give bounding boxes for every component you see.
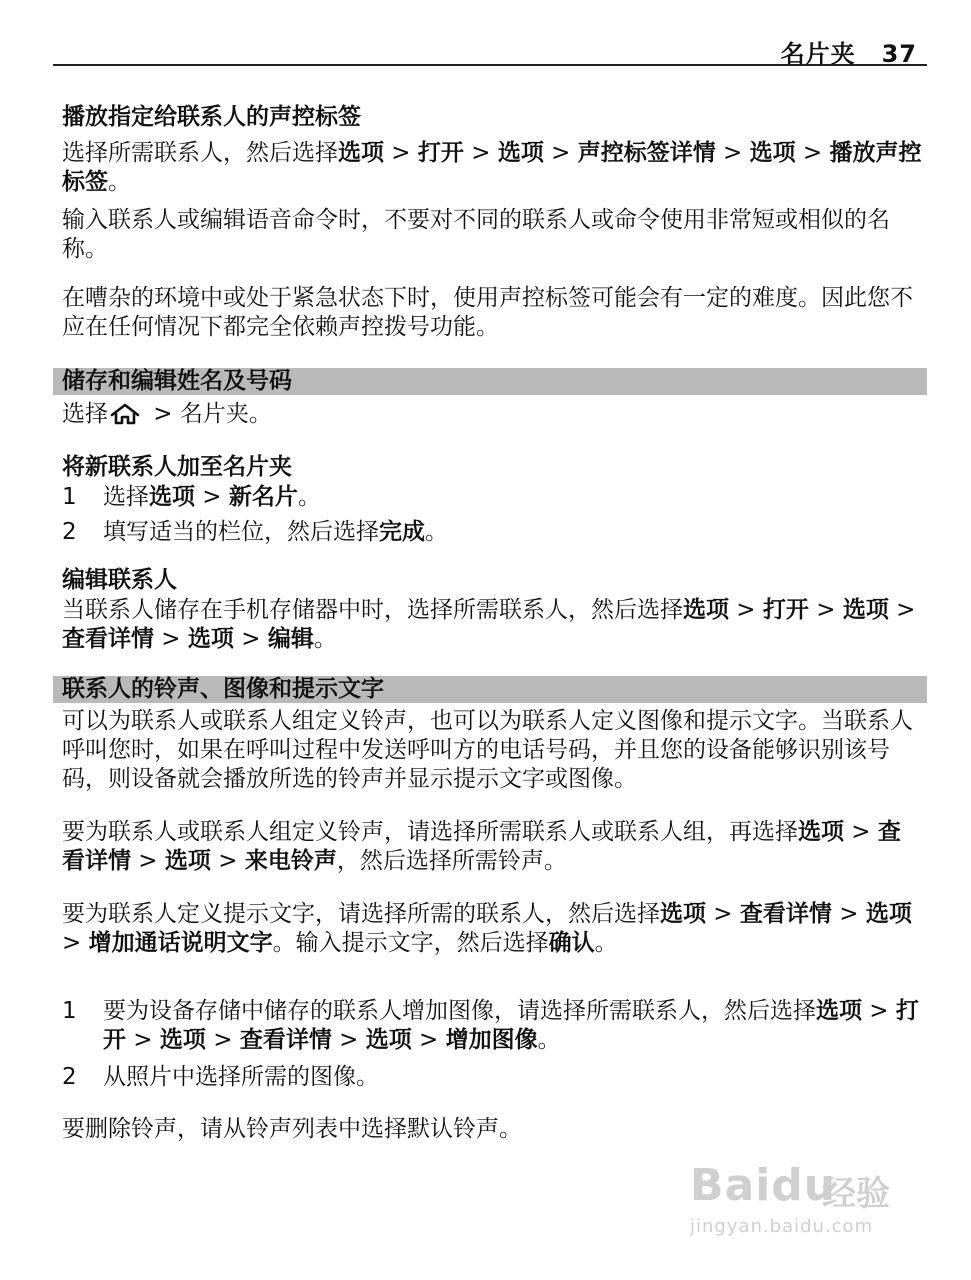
ui-term: 选项 xyxy=(842,597,889,623)
baidu-watermark xyxy=(690,1160,920,1240)
add-step-1-text xyxy=(103,483,923,512)
ui-term: 播放声控标签 xyxy=(62,140,922,195)
text-run: > xyxy=(729,597,763,623)
text-run: > xyxy=(233,626,268,652)
text-run: > xyxy=(543,140,578,166)
image-step-1-text xyxy=(103,997,923,1055)
text-run: 选择 xyxy=(103,484,149,510)
text-run: > xyxy=(205,1027,240,1053)
image-step-1-number: 1 xyxy=(62,998,77,1024)
ui-term: 选项 xyxy=(749,140,796,166)
watermark-logo: Baidu xyxy=(690,1160,837,1211)
edit-contact-heading: 编辑联系人 xyxy=(62,567,177,593)
text-run: > xyxy=(126,1027,160,1053)
text-run: 。 xyxy=(537,1027,561,1053)
ui-term: 选项 xyxy=(149,484,195,510)
store-select-line xyxy=(62,400,922,429)
text-run: > xyxy=(131,848,165,874)
ui-term: 选项 xyxy=(164,848,211,874)
text-run: 。输入提示文字，然后选择 xyxy=(272,930,549,956)
ui-term: 查看详情 xyxy=(62,626,154,652)
section-bar-ringtone xyxy=(53,676,927,703)
ui-term: 选项 xyxy=(865,901,912,927)
text-run: > xyxy=(62,930,89,956)
ui-term: 增加通话说明文字 xyxy=(88,930,273,956)
page-number: 37 xyxy=(881,40,917,68)
ui-term: 选项 xyxy=(365,1027,412,1053)
text-run: 。 xyxy=(425,519,448,545)
text-run: > xyxy=(715,140,750,166)
ui-term: 选项 xyxy=(683,597,729,623)
text-run: > xyxy=(862,998,896,1024)
text-run: > xyxy=(331,1027,366,1053)
ui-term: 选项 xyxy=(660,901,706,927)
ui-term: 查看详情 xyxy=(239,1027,332,1053)
header-title: 名片夹 xyxy=(780,40,856,68)
ui-term: 选项 xyxy=(798,819,844,845)
ui-term: 打开 xyxy=(762,597,809,623)
add-contact-heading: 将新联系人加至名片夹 xyxy=(62,454,292,480)
text-run: 。 xyxy=(313,626,337,652)
text-run: > xyxy=(808,597,843,623)
ui-term: 打开 xyxy=(103,998,919,1053)
voice-p2: 输入联系人或编辑语音命令时，不要对不同的联系人或命令使用非常短或相似的名称。 xyxy=(62,207,890,262)
ringtone-p2-block xyxy=(62,818,922,876)
text-run: > xyxy=(888,597,916,623)
voice-p3: 在嘈杂的环境中或处于紧急状态下时，使用声控标签可能会有一定的难度。因此您不应在任何情况下都完全依赖声控拨号功能。 xyxy=(62,285,913,340)
ringtone-p1: 可以为联系人或联系人组定义铃声，也可以为联系人定义图像和提示文字。当联系人呼叫您时，如果在呼叫过程中发送呼叫方的电话号码，并且您的设备能够识别该号码，则设备就会播放所选的铃声并显示提示文字或图像。 xyxy=(62,708,913,792)
text-run: > xyxy=(154,626,188,652)
ringtone-p4-block xyxy=(62,1115,922,1144)
image-step-2-number: 2 xyxy=(62,1064,77,1090)
ui-term: 选项 xyxy=(159,1027,206,1053)
ui-term: 增加图像 xyxy=(445,1027,538,1053)
text-run: > xyxy=(195,484,229,510)
text-run: > xyxy=(706,901,740,927)
ringtone-p3-block xyxy=(62,900,922,958)
voice-heading: 播放指定给联系人的声控标签 xyxy=(62,104,361,130)
text-run: 要为联系人或联系人组定义铃声，请选择所需联系人或联系人组，再选择 xyxy=(62,819,798,845)
header-right xyxy=(781,34,917,69)
section-bar-store xyxy=(53,368,927,395)
ui-term: 新名片 xyxy=(228,484,298,510)
ui-term: 打开 xyxy=(417,140,464,166)
add-step-2-number: 2 xyxy=(62,519,77,545)
voice-p1 xyxy=(62,139,922,197)
ui-term: 确认 xyxy=(548,930,595,956)
edit-text-block xyxy=(62,596,922,654)
text-run: > xyxy=(795,140,830,166)
ui-term: 查看详情 xyxy=(739,901,832,927)
ui-term: 编辑 xyxy=(267,626,314,652)
text-run: 从照片中选择所需的图像。 xyxy=(103,1064,379,1090)
add-heading-block xyxy=(62,452,922,482)
ringtone-p4: 要删除铃声，请从铃声列表中选择默认铃声。 xyxy=(62,1116,522,1142)
text-run: > xyxy=(384,140,418,166)
voice-section xyxy=(62,102,922,132)
text-run: 选择所需联系人，然后选择 xyxy=(62,140,338,166)
text-run: > xyxy=(210,848,245,874)
watermark-url: jingyan.baidu.com xyxy=(690,1216,874,1237)
text-run: 。 xyxy=(297,484,321,510)
ui-term: 来电铃声 xyxy=(244,848,337,874)
text-run: > xyxy=(411,1027,446,1053)
ringtone-bar-title: 联系人的铃声、图像和提示文字 xyxy=(62,676,384,702)
ringtone-p2 xyxy=(62,818,922,876)
text-run: > xyxy=(463,140,498,166)
ui-term: 选项 xyxy=(497,140,544,166)
select-prefix: 选择 xyxy=(62,401,108,427)
text-run: 要为联系人定义提示文字，请选择所需的联系人，然后选择 xyxy=(62,901,660,927)
voice-p3-block xyxy=(62,284,922,342)
text-run: > xyxy=(831,901,866,927)
ringtone-p3 xyxy=(62,900,922,958)
add-step-2-text xyxy=(103,518,923,547)
edit-heading-block xyxy=(62,565,922,595)
page-header xyxy=(53,30,927,66)
ringtone-p1-block xyxy=(62,707,922,794)
watermark-jingyan: 经验 xyxy=(822,1174,890,1214)
text-run: 要为设备存储中储存的联系人增加图像，请选择所需联系人，然后选择 xyxy=(103,998,816,1024)
voice-p2-block xyxy=(62,206,922,264)
store-bar-title: 储存和编辑姓名及号码 xyxy=(62,368,292,394)
text-run: 。 xyxy=(594,930,618,956)
ui-term: 查看详情 xyxy=(62,819,901,874)
ui-term: 声控标签详情 xyxy=(577,140,716,166)
voice-p1-block xyxy=(62,139,922,197)
text-run: 。 xyxy=(108,169,131,195)
ui-term: 选项 xyxy=(338,140,384,166)
image-step-2-text xyxy=(103,1063,923,1092)
ui-term: 选项 xyxy=(816,998,862,1024)
text-run: 当联系人储存在手机存储器中时，选择所需联系人，然后选择 xyxy=(62,597,683,623)
select-suffix: > 名片夹。 xyxy=(146,401,272,427)
text-run: > xyxy=(844,819,878,845)
text-run: ，然后选择所需铃声。 xyxy=(336,848,567,874)
add-step-1-number: 1 xyxy=(62,484,77,510)
home-icon xyxy=(110,403,140,425)
edit-contact-text xyxy=(62,596,922,654)
ui-term: 完成 xyxy=(379,519,425,545)
ui-term: 选项 xyxy=(187,626,234,652)
text-run: 填写适当的栏位，然后选择 xyxy=(103,519,379,545)
